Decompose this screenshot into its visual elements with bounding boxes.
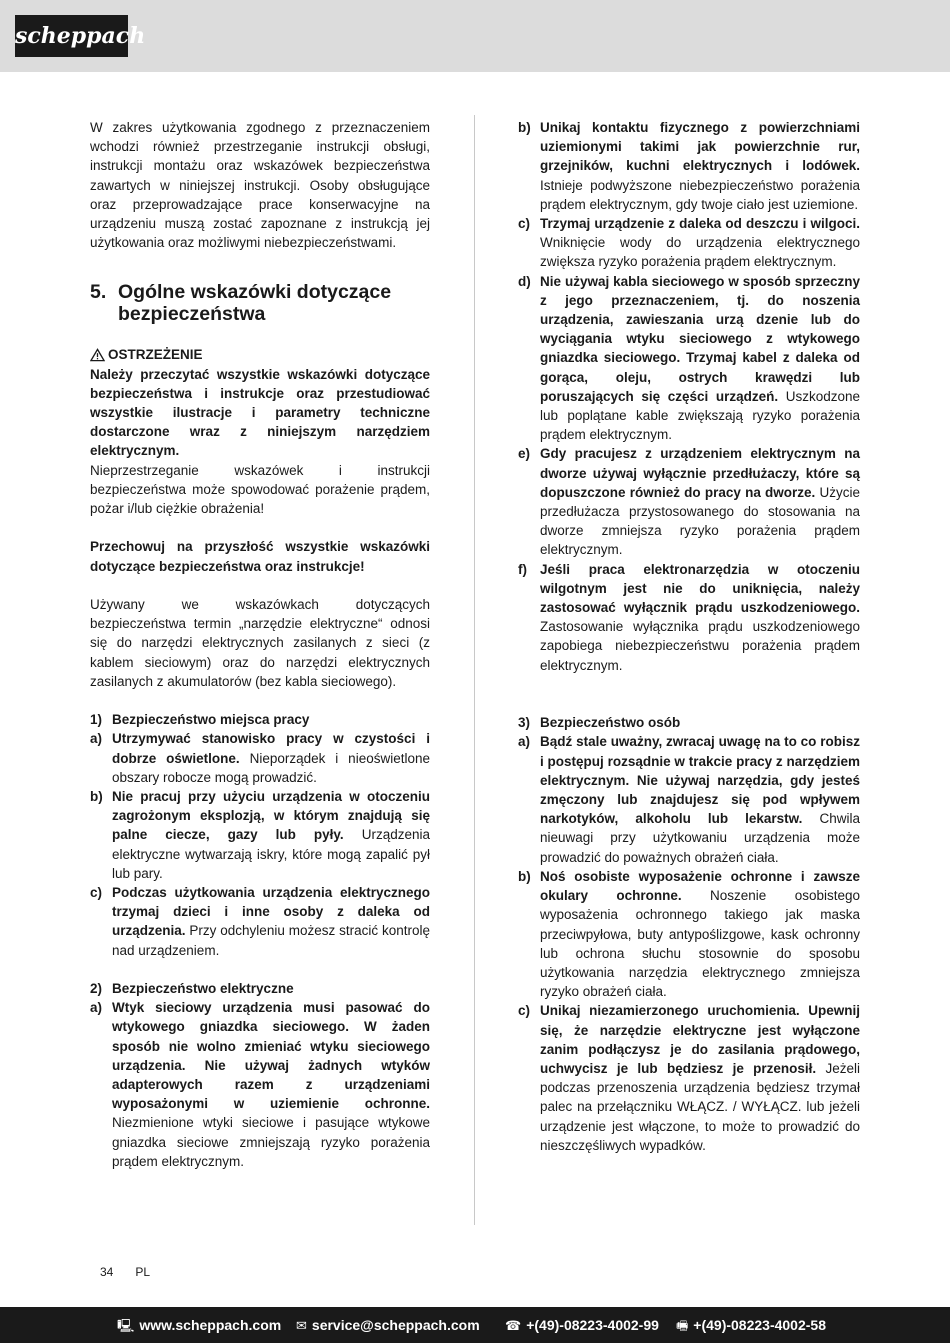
right-column bbox=[518, 118, 860, 1155]
fax-icon: 🖷 bbox=[676, 1318, 689, 1333]
item-label: b) bbox=[518, 120, 531, 135]
list-item bbox=[518, 560, 860, 675]
item-bold-text: Noś osobiste wyposażenie ochronne i zawsze okulary ochronne. bbox=[540, 868, 860, 904]
page-footer-label bbox=[100, 1265, 172, 1279]
footer-phone-text: +(49)-08223-4002-99 bbox=[526, 1317, 659, 1333]
item-text: Uszkodzone lub poplątane kable zwiększają ryzyko porażenia prądem elektrycznym. bbox=[540, 388, 860, 443]
subsection-title: Bezpieczeństwo elektryczne bbox=[112, 981, 294, 997]
item-label: a) bbox=[90, 1000, 103, 1016]
footer-web-text: www.scheppach.com bbox=[139, 1317, 282, 1333]
list-item bbox=[90, 998, 430, 1171]
list-item bbox=[518, 444, 860, 559]
item-bold-text: Nie używaj kabla sieciowego w sposób sprzeczny z jego przeznaczeniem, tj. do noszenia urządzenia, zawieszania urzą dzenie lub do wyciągania wtyku sieciowego z wtykowego gniazdka sieciowego. Trzymaj kabel z daleka od gorąca, oleju, ostrych krawędzi lub poruszających się części urządzeń. bbox=[540, 273, 860, 404]
warning-triangle-icon bbox=[90, 348, 105, 362]
mail-icon: ✉ bbox=[296, 1318, 307, 1333]
item-text: Urządzenia elektryczne wytwarzają iskry, które mogą zapalić pył lub pary. bbox=[112, 827, 430, 881]
scheppach-logo: scheppach bbox=[15, 15, 128, 57]
subsection-title: Bezpieczeństwo osób bbox=[540, 715, 681, 731]
item-text: Niezmienione wtyki sieciowe i pasujące wtykowe gniazdka sieciowe zmniejszają ryzyko porażenia prądem elektrycznym. bbox=[112, 1115, 430, 1169]
item-text: Nieporządek i nieoświetlone obszary robocze mogą prowadzić. bbox=[112, 750, 430, 785]
warning-header bbox=[90, 345, 430, 364]
page-number: 34 bbox=[100, 1265, 114, 1279]
list-item bbox=[90, 883, 430, 960]
footer-fax-text: +(49)-08223-4002-58 bbox=[693, 1317, 826, 1333]
item-text: Przy odchyleniu możesz stracić kontrolę nad urządzeniem. bbox=[112, 923, 430, 958]
list-item bbox=[518, 1001, 860, 1155]
list-item bbox=[518, 118, 860, 214]
item-label: c) bbox=[90, 885, 103, 901]
item-label: b) bbox=[90, 789, 103, 805]
section-heading bbox=[90, 281, 430, 325]
list-item bbox=[90, 787, 430, 883]
item-bold-text: Nie pracuj przy użyciu urządzenia w otoczeniu zagrożonym eksplozją, w którym znajdują się palne ciecze, gazy lub pyły. bbox=[112, 789, 430, 843]
item-text: Chwila nieuwagi przy użytkowaniu urządzenia może prowadzić do poważnych obrażeń ciała. bbox=[540, 811, 860, 865]
keep-instructions-note: Przechowuj na przyszłość wszystkie wskazówki dotyczące bezpieczeństwa oraz instrukcje! bbox=[90, 539, 430, 574]
list-item bbox=[518, 272, 860, 445]
list-item bbox=[518, 732, 860, 866]
subsection-number: 2) bbox=[90, 981, 103, 997]
header-bar bbox=[0, 0, 950, 72]
item-text: Jeżeli podczas przenoszenia urządzenia będziesz trzymał palec na przełączniku WŁĄCZ. / WYŁĄCZ. lub jeżeli urządzenie jest włączone, to może to prowadzić do nieszczęśliwych wypadków. bbox=[540, 1060, 861, 1153]
item-label: c) bbox=[518, 1003, 531, 1019]
item-text: Noszenie osobistego wyposażenia ochronnego takiego jak maska przeciwpyłowa, buty antypoślizgowe, kask ochronny lub ochrona słuchu stosownie do sposobu użytkowania narzędzia elektrycznego zmniejsza ryzyko obrażeń ciała. bbox=[540, 888, 860, 1000]
subsection-heading bbox=[518, 713, 860, 732]
subsection-number: 1) bbox=[90, 712, 103, 728]
left-column bbox=[90, 118, 430, 1171]
item-text: Użycie przedłużacza przystosowanego do stosowania na dworze zmniejsza ryzyko porażenia prądem elektrycznym. bbox=[540, 484, 860, 558]
subsection-heading bbox=[90, 710, 430, 729]
list-item bbox=[518, 214, 860, 272]
item-bold-text: Podczas użytkowania urządzenia elektrycznego trzymaj dzieci i inne osoby z daleka od urządzenia. bbox=[112, 885, 430, 939]
section-number: 5. bbox=[90, 281, 107, 304]
computer-icon: 🖳 bbox=[117, 1318, 135, 1333]
subsection-number: 3) bbox=[518, 715, 531, 731]
item-bold-text: Jeśli praca elektronarzędzia w otoczeniu wilgotnym jest nie do uniknięcia, należy zastosować wyłącznik prądu uszkodzeniowego. bbox=[540, 561, 860, 616]
list-item bbox=[90, 729, 430, 787]
item-label: d) bbox=[518, 273, 531, 289]
warning-text: Nieprzestrzeganie wskazówek i instrukcji bezpieczeństwa może spowodować porażenie prądem, pożar i/lub ciężkie obrażenia! bbox=[90, 462, 430, 517]
footer-phone[interactable] bbox=[505, 1307, 659, 1344]
item-label: c) bbox=[518, 216, 531, 232]
item-bold-text: Unikaj niezamierzonego uruchomienia. Upewnij się, że narzędzie elektryczne jest wyłączone zanim podłączysz je do zasilania prądowego, uchwycisz je lub będziesz je przenosił. bbox=[540, 1003, 860, 1076]
item-bold-text: Wtyk sieciowy urządzenia musi pasować do wtykowego gniazdka sieciowego. W żaden sposób nie wolno zmieniać wtyku sieciowego urządzenia. Nie używaj żadnych wtyków adapterowych razem z urządzeniami wyposażonymi w uziemienie ochronne. bbox=[112, 1000, 430, 1112]
phone-icon: ☎ bbox=[505, 1318, 522, 1333]
item-text: Zastosowanie wyłącznika prądu uszkodzeniowego zapobiega niebezpieczeństwu porażenia prądem elektrycznym. bbox=[540, 619, 860, 673]
item-text: Wniknięcie wody do urządzenia elektrycznego zwiększa ryzyko porażenia prądem elektrycznym. bbox=[540, 235, 860, 270]
term-definition: Używany we wskazówkach dotyczących bezpieczeństwa termin „narzędzie elektryczne“ odnosi się do narzędzi elektrycznych zasilanych z sieci (z kablem sieciowym) oraz do narzędzi elektrycznych zasilanych z akumulatorów (bez kabla sieciowego). bbox=[90, 597, 430, 689]
footer-email[interactable] bbox=[296, 1307, 480, 1344]
subsection-heading bbox=[90, 979, 430, 998]
section-title: Ogólne wskazówki dotyczące bezpieczeństwa bbox=[118, 281, 392, 326]
item-bold-text: Trzymaj urządzenie z daleka od deszczu i wilgoci. bbox=[540, 216, 860, 232]
item-bold-text: Gdy pracujesz z urządzeniem elektrycznym na dworze używaj wyłącznie przedłużaczy, które są dopuszczone również do pracy na dworze. bbox=[540, 446, 860, 500]
item-label: a) bbox=[518, 734, 531, 750]
item-label: e) bbox=[518, 446, 531, 462]
column-divider bbox=[474, 115, 475, 1225]
footer-web[interactable] bbox=[117, 1307, 281, 1344]
item-text: Istnieje podwyższone niebezpieczeństwo porażenia prądem elektrycznym, gdy twoje ciało jest uziemione. bbox=[540, 177, 860, 212]
footer-email-text: service@scheppach.com bbox=[311, 1317, 480, 1333]
item-label: f) bbox=[518, 561, 527, 577]
subsection-title: Bezpieczeństwo miejsca pracy bbox=[112, 712, 310, 728]
footer-fax[interactable] bbox=[676, 1307, 826, 1344]
item-bold-text: Unikaj kontaktu fizycznego z powierzchniami uziemionymi takimi jak powierzchnie rur, grzejników, kuchni elektrycznych i lodówek. bbox=[540, 120, 860, 174]
item-label: b) bbox=[518, 868, 531, 884]
contact-footer bbox=[0, 1307, 950, 1343]
list-item bbox=[518, 867, 860, 1001]
language-code: PL bbox=[135, 1265, 151, 1279]
intro-paragraph: W zakres użytkowania zgodnego z przeznaczeniem wchodzi również przestrzeganie instrukcji obsługi, instrukcji montażu oraz wskazówek bezpieczeństwa zawartych w niniejszej instrukcji. Osoby obsługujące oraz przeprowadzające prace konserwacyjne na urządzeniu muszą zostać zapoznane z instrukcją jej użytkowania oraz możliwymi niebezpieczeństwami. bbox=[90, 120, 430, 251]
item-bold-text: Bądź stale uważny, zwracaj uwagę na to co robisz i postępuj rozsądnie w trakcie pracy z narzędziem elektrycznym. Nie używaj narzędzia, gdy jesteś zmęczony lub znajdujesz się pod wpływem narkotyków, alkoholu lub lekarstw. bbox=[540, 734, 860, 827]
warning-label: OSTRZEŻENIE bbox=[108, 347, 203, 363]
item-bold-text: Utrzymywać stanowisko pracy w czystości i dobrze oświetlone. bbox=[112, 731, 430, 766]
item-label: a) bbox=[90, 731, 103, 747]
warning-bold-text: Należy przeczytać wszystkie wskazówki dotyczące bezpieczeństwa i instrukcje oraz przestudiować wszystkie ilustracje i parametry techniczne dostarczone wraz z niniejszym narzędziem elektrycznym. bbox=[90, 366, 430, 459]
